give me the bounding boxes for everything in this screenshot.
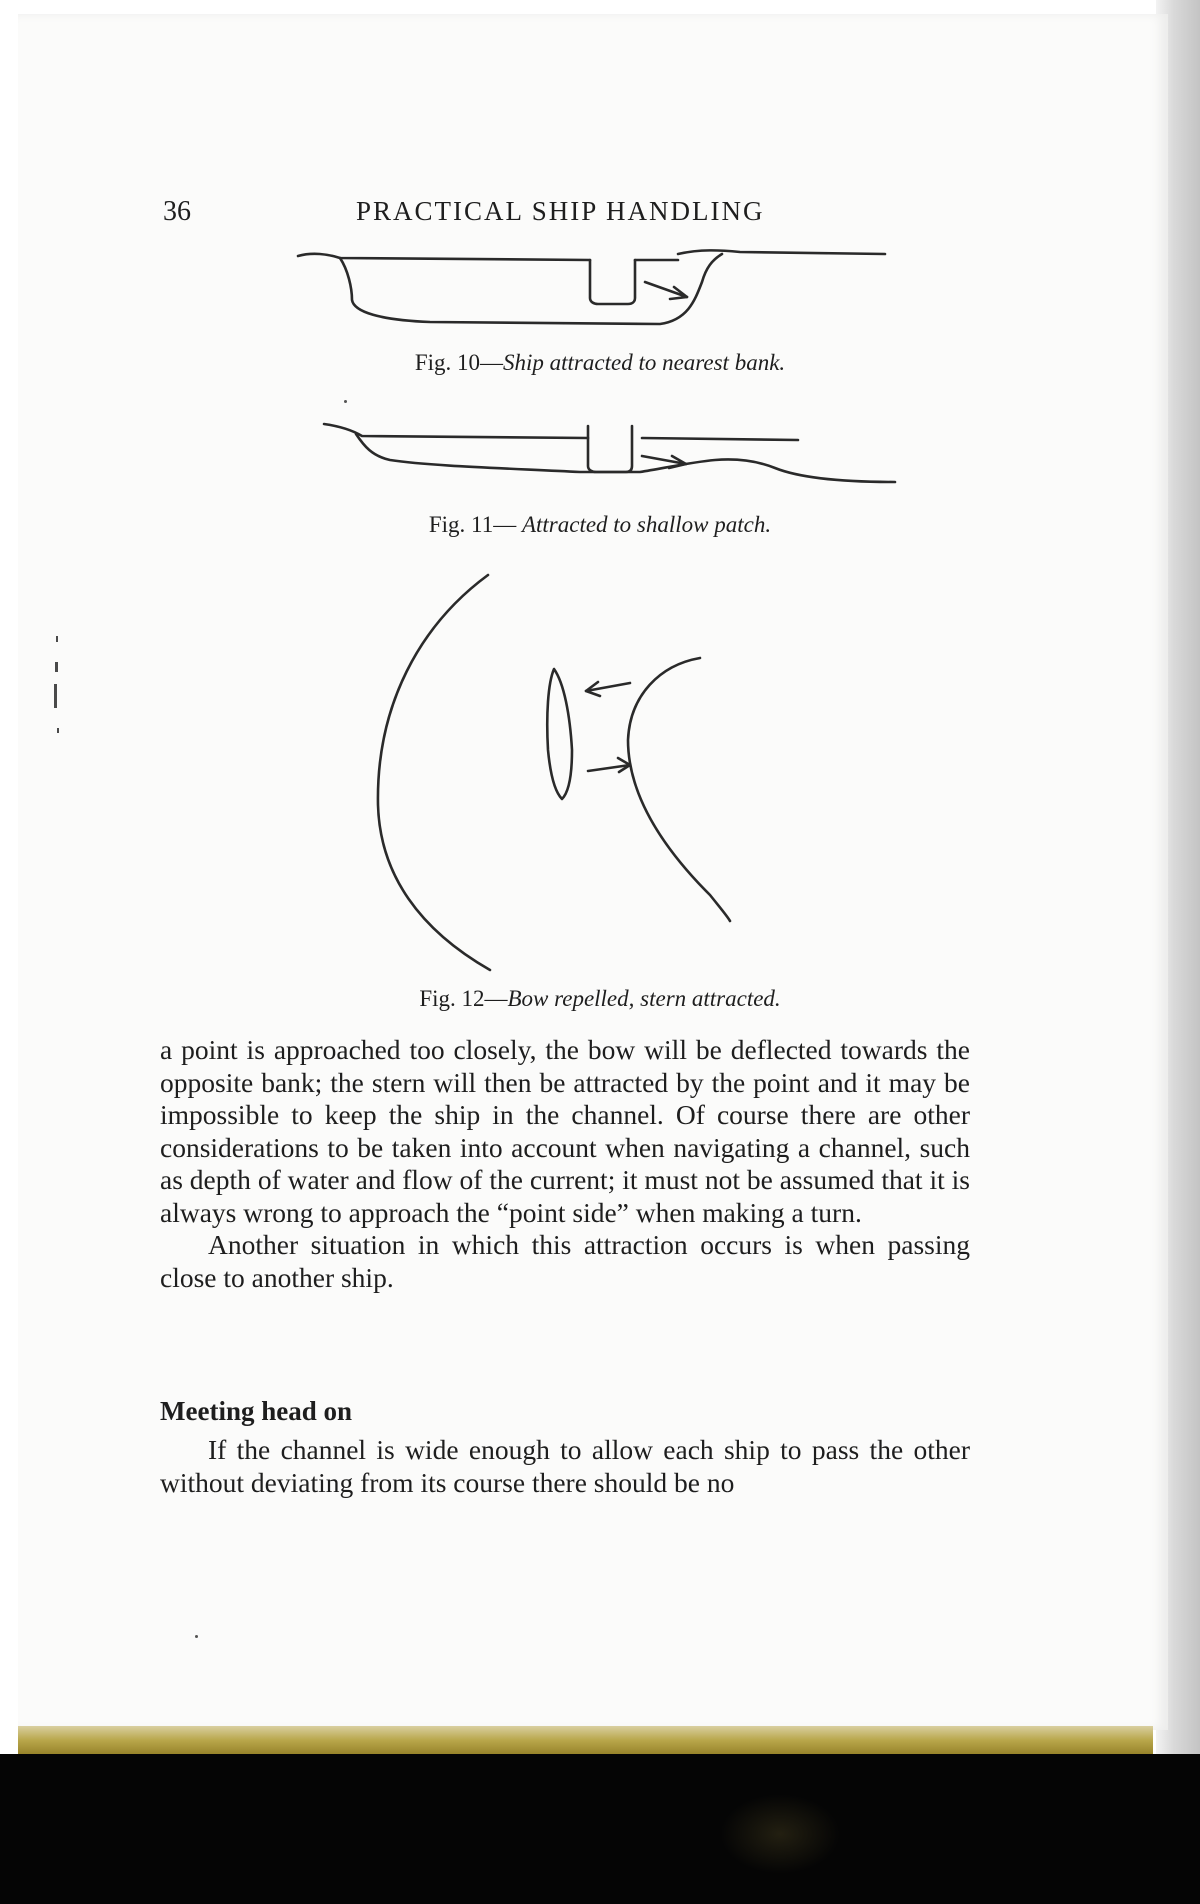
ship-outline (547, 669, 572, 799)
paragraph: a point is approached too closely, the bow will be deflected towards the opposite bank; the stern will then be attracted by the point and it may be impossible to keep the ship in the channel. Of course there are other considerations to be taken into account when navigating a channel, such as depth of water and flow of the current; it must not be assumed that it is always wrong to approach the “point side” when making a turn. (160, 1034, 970, 1228)
figure-12-diagram (360, 565, 780, 975)
figure-10-diagram (290, 240, 890, 340)
channel-bed-with-shallow (356, 434, 895, 482)
figure-11-text: Attracted to shallow patch. (521, 512, 772, 537)
stray-mark (195, 1635, 198, 1638)
margin-marks (52, 636, 64, 746)
scan-background (0, 1754, 1200, 1904)
stray-mark (344, 400, 347, 403)
figure-12-text: Bow repelled, stern attracted. (507, 986, 781, 1011)
right-bank-surface (678, 250, 885, 254)
section-heading: Meeting head on (160, 1396, 352, 1426)
figure-12-caption (0, 986, 1200, 1012)
body-text (160, 1034, 970, 1294)
running-title: PRACTICAL SHIP HANDLING (356, 196, 765, 226)
ship-hull (588, 426, 632, 472)
figure-10-caption (0, 350, 1200, 376)
left-bank-curve (378, 575, 490, 970)
right-bank-point (628, 658, 730, 921)
figure-10-label: Fig. 10— (414, 350, 504, 375)
ship-hull (590, 260, 635, 304)
attraction-arrow (645, 282, 687, 297)
figure-11-caption (0, 512, 1200, 538)
page-number: 36 (163, 196, 191, 227)
body-text-continued (160, 1434, 970, 1499)
figure-12-label: Fig. 12— (419, 986, 508, 1011)
figure-11-label: Fig. 11— (428, 512, 522, 537)
water-surface-right (642, 438, 798, 440)
water-surface-line (324, 424, 588, 438)
running-head (0, 196, 1200, 236)
figure-11-diagram (320, 416, 900, 506)
paragraph: If the channel is wide enough to allow each ship to pass the other without deviating from its course there should be no (160, 1434, 970, 1498)
paragraph: Another situation in which this attraction occurs is when passing close to another ship. (160, 1229, 970, 1293)
figure-10-text: Ship attracted to nearest bank. (503, 350, 786, 375)
